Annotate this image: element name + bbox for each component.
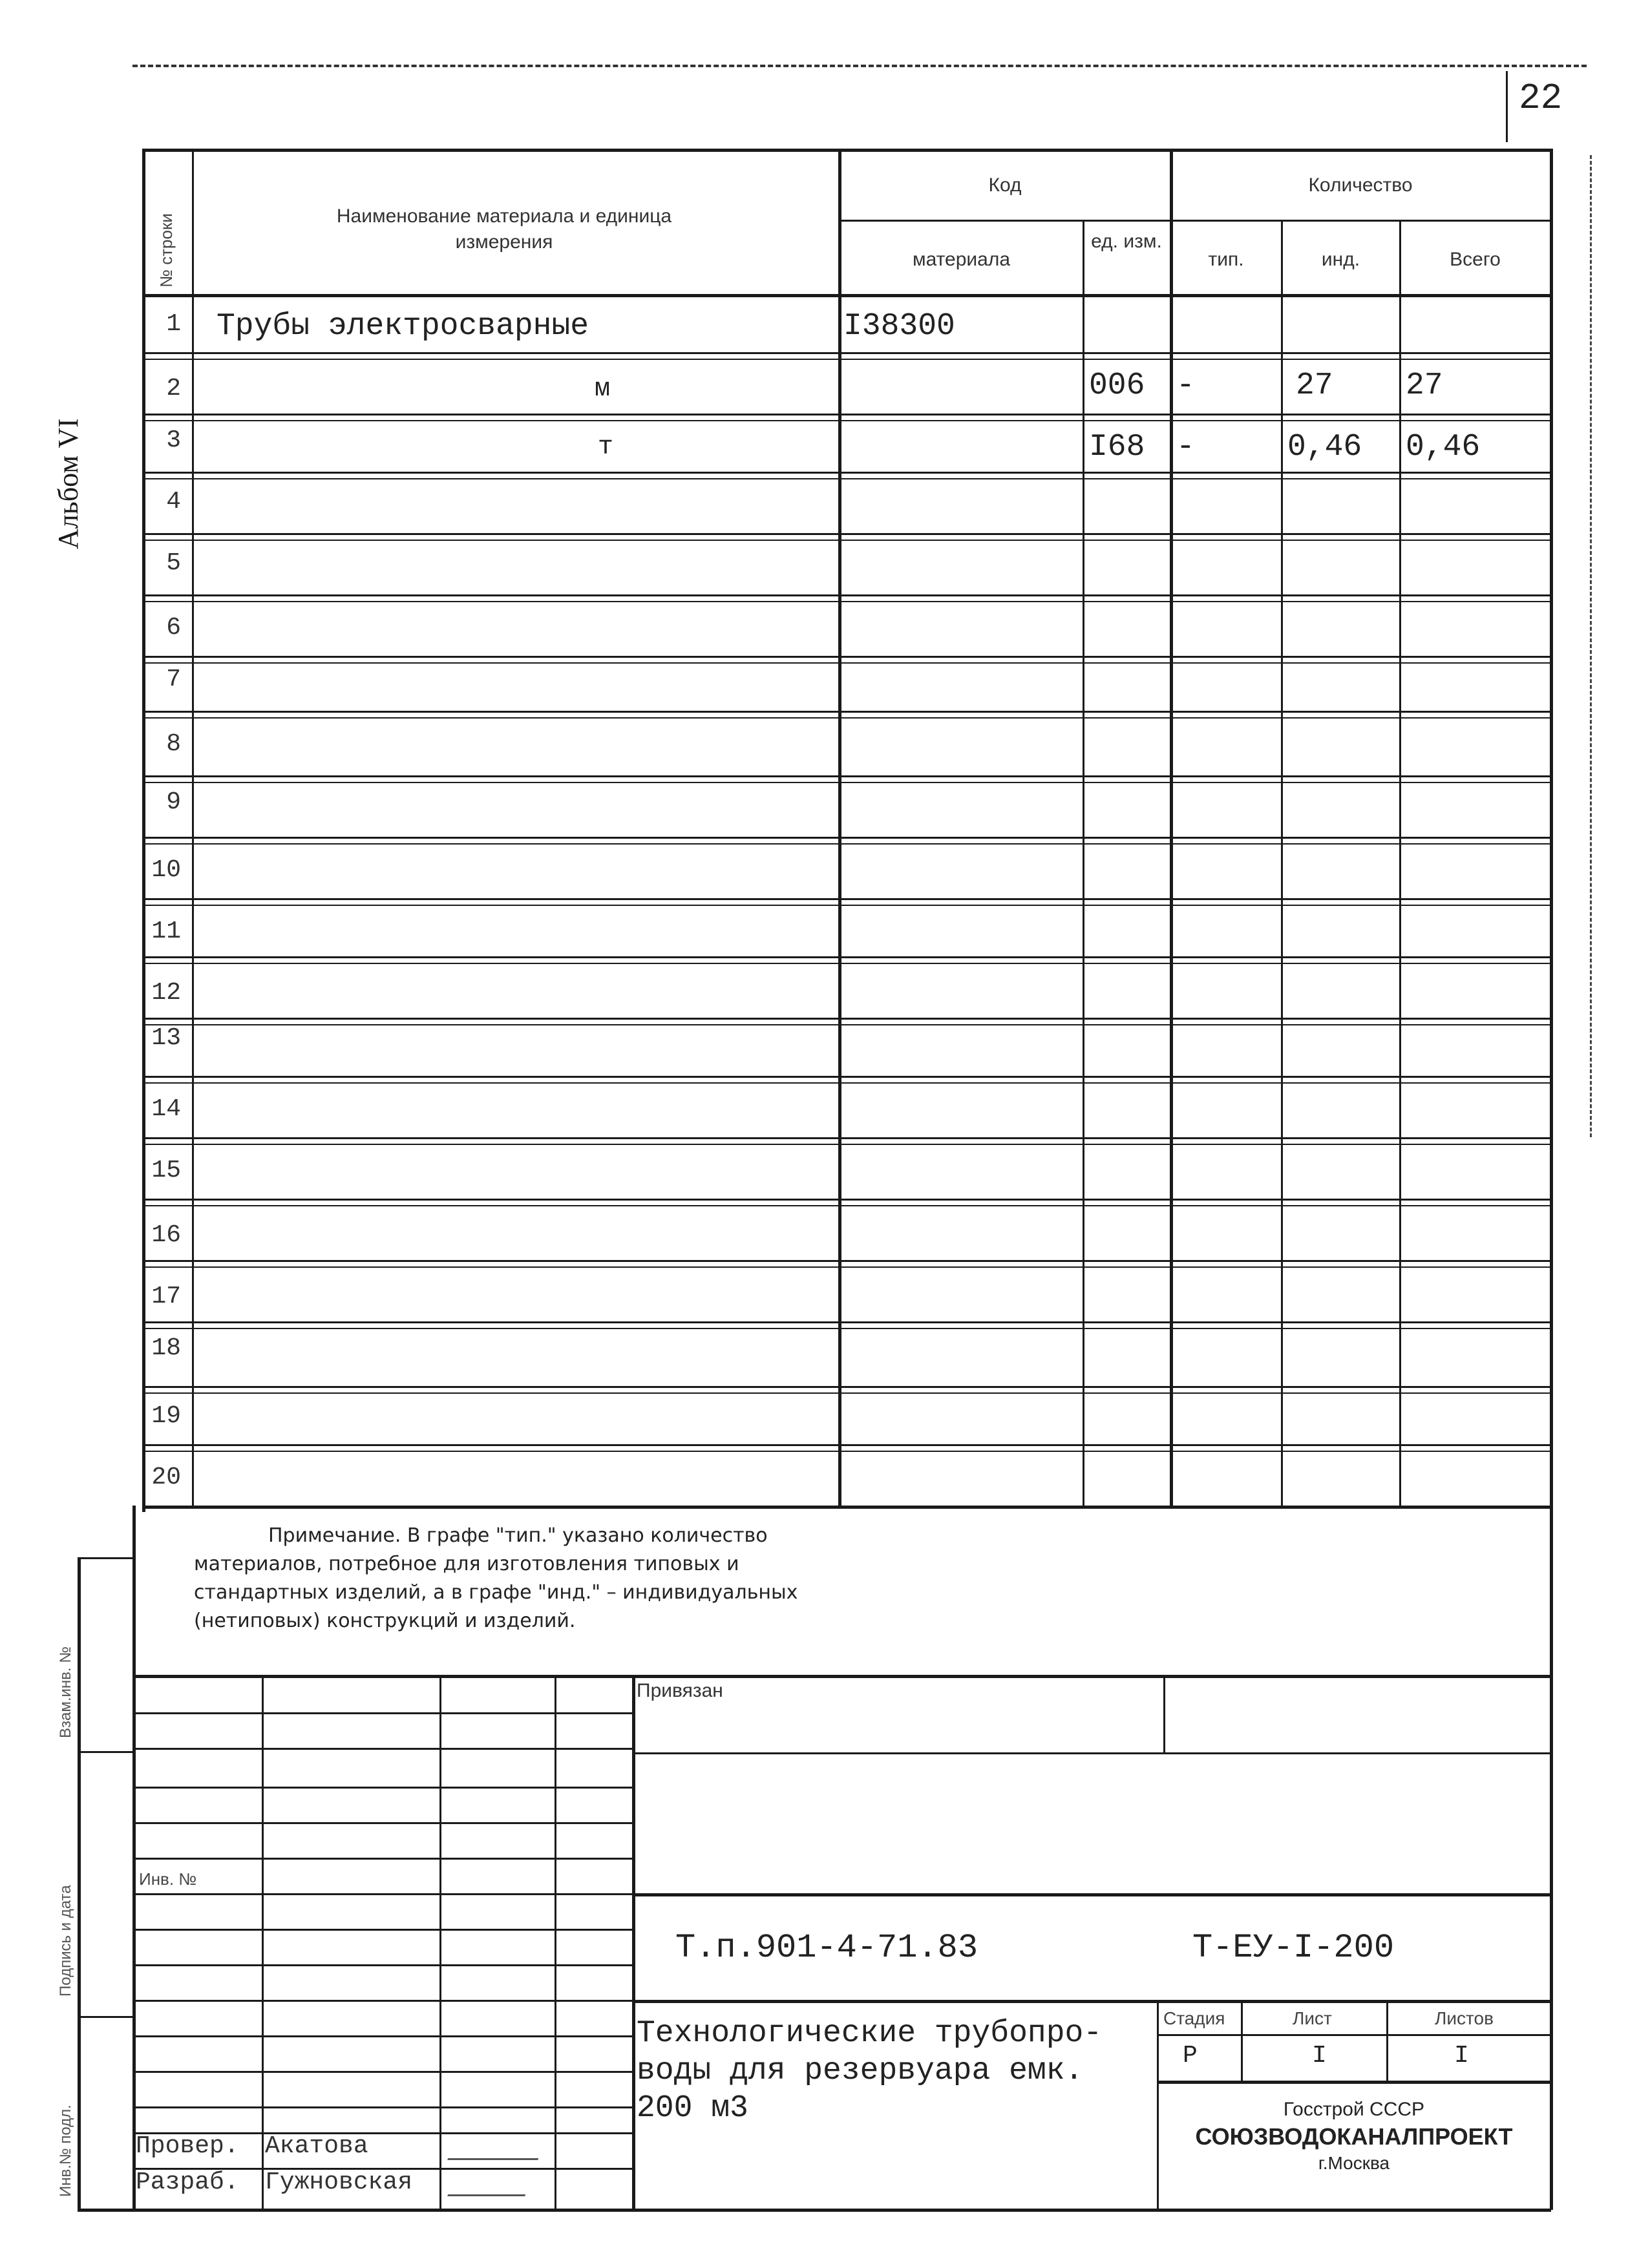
note-line: материалов, потребное для изготовления типовых и: [194, 1553, 739, 1575]
row-separator: [142, 905, 1551, 906]
privyazan-bottom: [632, 1752, 1550, 1754]
stamp-grid-v3: [555, 1675, 556, 2209]
stamp-grid-row: [132, 2000, 632, 2002]
side-strip-sep2: [78, 2016, 132, 2018]
stamp-grid-row: [132, 1929, 632, 1931]
code-row-bottom: [632, 2000, 1550, 2003]
header-mid-line: [838, 220, 1550, 222]
row-separator: [142, 420, 1551, 421]
stamp-grid-row: [132, 2071, 632, 2073]
row-separator: [142, 956, 1551, 958]
header-code-group: Код: [988, 174, 1022, 196]
row-separator: [142, 1392, 1551, 1394]
row-separator: [142, 414, 1551, 415]
privyazan-label: Привязан: [637, 1680, 723, 1701]
stamp-grid-v4: [632, 1675, 635, 2209]
row-number: 3: [166, 426, 181, 454]
stamp-grid-v2: [439, 1675, 441, 2209]
row-number: 13: [151, 1024, 181, 1052]
header-qty-group: Количество: [1308, 174, 1413, 196]
header-row-no: № строки: [156, 213, 176, 288]
row-separator: [142, 717, 1551, 719]
table-top-border: [142, 149, 1551, 152]
row-separator: [142, 837, 1551, 839]
stamp-grid-row: [132, 1712, 632, 1714]
side-label-podp: Подпись и дата: [57, 1885, 74, 1997]
header-qty-typ: тип.: [1208, 249, 1244, 270]
row-separator: [142, 1260, 1551, 1262]
signature-mark: [447, 2168, 535, 2196]
stage-label: Стадия: [1163, 2008, 1225, 2028]
row-separator: [142, 601, 1551, 602]
row-number: 6: [166, 614, 181, 642]
row-separator: [142, 352, 1551, 354]
row-code: I38300: [843, 309, 955, 344]
stamp-grid-row: [132, 1787, 632, 1789]
row-separator: [142, 711, 1551, 713]
note-line: стандартных изделий, а в графе "инд." – индивидуальных: [194, 1581, 798, 1604]
stamp-grid-v1: [262, 1675, 264, 2209]
row-separator: [142, 1144, 1551, 1145]
note-line: (нетиповых) конструкций и изделий.: [194, 1610, 576, 1632]
row-separator: [142, 1076, 1551, 1078]
stamp-grid-row: [132, 1822, 632, 1824]
side-label-vzam: Взам.инв. №: [57, 1646, 74, 1738]
title-divider: [1157, 2000, 1159, 2209]
row-separator: [142, 782, 1551, 783]
row-number: 20: [151, 1464, 181, 1491]
row-separator: [142, 1451, 1551, 1452]
stamp-top-border: [132, 1675, 1551, 1678]
sheet-label: Лист: [1293, 2008, 1332, 2028]
page-number: 22: [1519, 78, 1563, 119]
row-number: 19: [151, 1402, 181, 1430]
title-line: Технологические трубопро-: [637, 2016, 1103, 2051]
stamp-grid-row: [132, 1964, 632, 1966]
row-ind: 27: [1296, 368, 1333, 403]
side-label-inv-podl: Инв.№ подл.: [57, 2105, 74, 2197]
row-ind: 0,46: [1287, 430, 1362, 465]
row-separator: [142, 1137, 1551, 1139]
header-code-unit: ед. изм.: [1091, 231, 1162, 252]
title-line: воды для резервуара емк.: [637, 2053, 1084, 2088]
row-number: 11: [151, 918, 181, 945]
row-separator: [142, 1024, 1551, 1025]
org-line: Госстрой СССР: [1283, 2099, 1425, 2120]
stage-divider-2: [1386, 2000, 1388, 2081]
person-checked: Акатова: [265, 2132, 368, 2160]
row-name: т: [598, 433, 614, 462]
role-checked: Провер.: [136, 2132, 239, 2160]
row-typ: -: [1176, 368, 1195, 403]
row-separator: [142, 540, 1551, 541]
title-line: 200 м3: [637, 2091, 748, 2126]
side-strip-left: [78, 1557, 81, 2210]
row-number: 9: [166, 788, 181, 816]
row-separator: [142, 1321, 1551, 1323]
right-margin-line: [1590, 155, 1592, 1137]
album-label: Альбом VI: [52, 418, 84, 549]
row-separator: [142, 1082, 1551, 1084]
stage-value: Р: [1183, 2042, 1198, 2070]
row-separator: [142, 662, 1551, 664]
row-number: 8: [166, 730, 181, 758]
stamp-grid-row: [132, 1858, 632, 1860]
row-separator: [142, 594, 1551, 596]
row-number: 16: [151, 1221, 181, 1249]
row-separator: [142, 898, 1551, 900]
row-separator: [142, 1018, 1551, 1020]
inv-no-label: Инв. №: [139, 1869, 197, 1889]
row-typ: -: [1176, 430, 1195, 465]
top-rule: [132, 65, 1587, 67]
row-separator: [142, 472, 1551, 474]
header-code-material: материала: [912, 249, 1011, 270]
org-block: [1160, 2097, 1548, 2176]
row-separator: [142, 775, 1551, 777]
row-separator: [142, 843, 1551, 845]
stage-divider-1: [1241, 2000, 1243, 2081]
header-qty-ind: инд.: [1321, 249, 1360, 270]
privyazan-divider: [1163, 1675, 1165, 1752]
page-number-divider: [1506, 71, 1508, 142]
row-total: 27: [1406, 368, 1443, 403]
row-number: 12: [151, 979, 181, 1007]
stamp-grid-row: [132, 2035, 632, 2037]
row-separator: [142, 1199, 1551, 1201]
row-unit: 006: [1089, 368, 1145, 403]
stage-bottom-line: [1157, 2081, 1550, 2084]
table-right-border: [1550, 149, 1553, 2210]
stage-header-line: [1157, 2034, 1550, 2036]
header-qty-total: Всего: [1450, 249, 1501, 270]
row-separator: [142, 963, 1551, 964]
row-separator: [142, 359, 1551, 360]
row-number: 17: [151, 1283, 181, 1310]
stamp-grid-row: [132, 1893, 632, 1895]
code-row-top: [632, 1893, 1550, 1896]
row-separator: [142, 1444, 1551, 1446]
table-bottom-border: [142, 1506, 1551, 1509]
stamp-grid-row: [132, 1748, 632, 1750]
note-block: [194, 1522, 1099, 1635]
doc-code: Т.п.901-4-71.83: [675, 1929, 978, 1967]
row-name: м: [595, 375, 611, 404]
row-separator: [142, 656, 1551, 658]
note-line: Примечание. В графе "тип." указано количество: [268, 1524, 768, 1547]
sheet-code: Т-ЕУ-I-200: [1192, 1929, 1395, 1967]
org-line: г.Москва: [1318, 2153, 1390, 2173]
row-number: 15: [151, 1157, 181, 1184]
row-number: 18: [151, 1334, 181, 1362]
org-line: СОЮЗВОДОКАНАЛПРОЕКТ: [1195, 2123, 1513, 2150]
stamp-bottom-border: [78, 2209, 1551, 2212]
sheets-value: I: [1454, 2042, 1469, 2070]
row-separator: [142, 1266, 1551, 1268]
row-total: 0,46: [1406, 430, 1481, 465]
row-number: 2: [166, 375, 181, 403]
side-strip-top: [78, 1557, 132, 1559]
row-number: 14: [151, 1095, 181, 1123]
signature-mark: [447, 2132, 548, 2160]
row-separator: [142, 1328, 1551, 1329]
header-bottom-line: [142, 294, 1551, 297]
row-separator: [142, 533, 1551, 535]
row-separator: [142, 1205, 1551, 1206]
side-strip-sep1: [78, 1751, 132, 1753]
row-number: 10: [151, 856, 181, 884]
header-name: Наименование материала и единица измерения: [336, 205, 672, 253]
row-number: 1: [166, 310, 181, 338]
sheet-value: I: [1312, 2042, 1327, 2070]
row-name: Трубы электросварные: [217, 309, 589, 344]
row-number: 7: [166, 666, 181, 693]
row-number: 4: [166, 488, 181, 516]
sheets-label: Листов: [1435, 2008, 1494, 2028]
row-separator: [142, 478, 1551, 479]
row-separator: [142, 1386, 1551, 1388]
row-unit: I68: [1089, 430, 1145, 465]
stamp-grid-row: [132, 2106, 632, 2108]
row-number: 5: [166, 549, 181, 577]
role-developed: Разраб.: [136, 2168, 239, 2196]
person-developed: Гужновская: [265, 2168, 413, 2196]
